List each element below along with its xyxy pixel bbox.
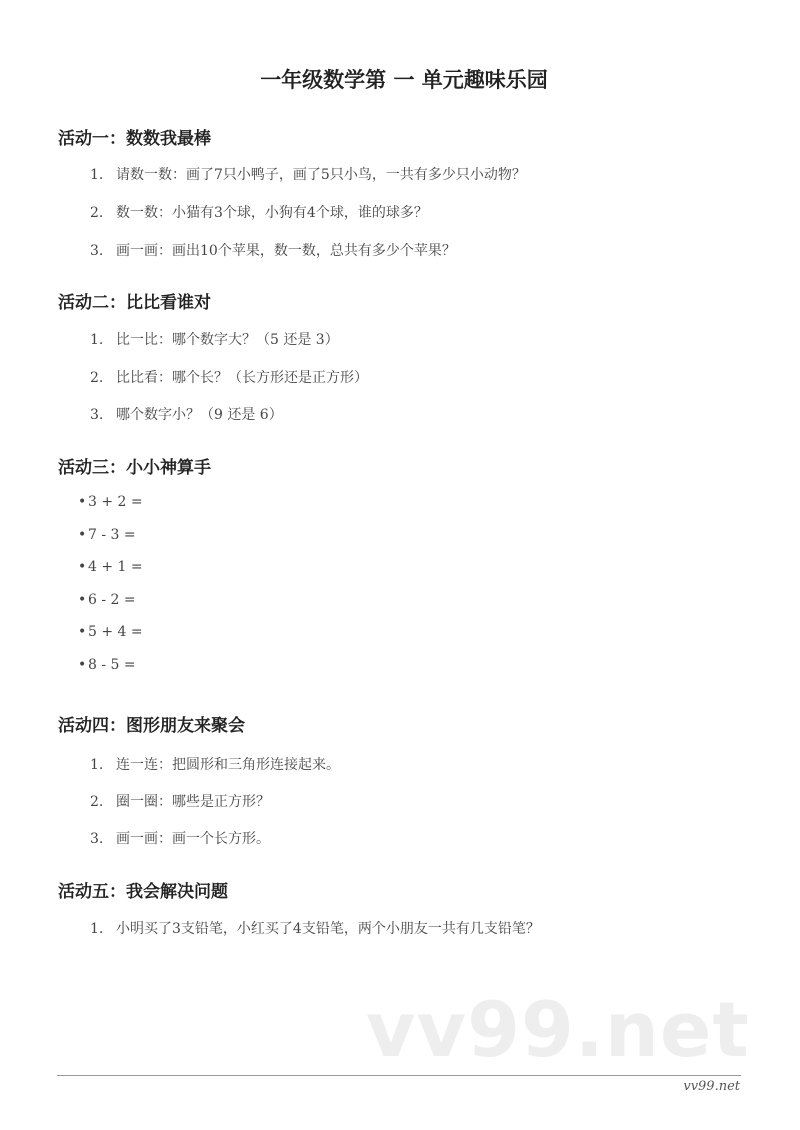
item-text: 7 - 3 = xyxy=(88,527,136,543)
bullet-item xyxy=(78,559,143,575)
list-item xyxy=(90,329,339,349)
item-number: 1. xyxy=(90,921,104,937)
list-item xyxy=(90,367,368,387)
item-text: 请数一数：画了7只小鸭子，画了5只小鸟，一共有多少只小动物？ xyxy=(116,167,526,183)
bullet-icon: • xyxy=(78,494,87,510)
item-text: 4 + 1 = xyxy=(88,559,143,575)
bullet-item xyxy=(78,624,143,640)
item-number: 3. xyxy=(90,407,104,423)
item-text: 3 + 2 = xyxy=(88,494,143,510)
list-item xyxy=(90,202,428,222)
item-number: 1. xyxy=(90,332,104,348)
section-heading: 活动三：小小神算手 xyxy=(58,458,211,478)
item-number: 1. xyxy=(90,167,104,183)
item-text: 圈一圈：哪些是正方形？ xyxy=(116,794,270,810)
page-title: 一年级数学第 一 单元趣味乐园 xyxy=(260,68,548,92)
item-number: 2. xyxy=(90,205,104,221)
watermark: vv99.net xyxy=(366,985,750,1074)
list-item xyxy=(90,791,270,811)
list-item xyxy=(90,164,526,184)
item-text: 数一数：小猫有3个球，小狗有4个球，谁的球多？ xyxy=(116,205,428,221)
section-heading: 活动五：我会解决问题 xyxy=(58,882,228,902)
bullet-item xyxy=(78,494,143,510)
item-text: 画一画：画出10个苹果，数一数，总共有多少个苹果？ xyxy=(116,243,456,259)
list-item xyxy=(90,828,270,848)
list-item xyxy=(90,918,540,938)
list-item xyxy=(90,754,340,774)
footer-divider xyxy=(57,1075,741,1076)
item-text: 画一画：画一个长方形。 xyxy=(116,831,270,847)
item-text: 比一比：哪个数字大？（5 还是 3） xyxy=(116,332,339,348)
section-heading: 活动一：数数我最棒 xyxy=(58,129,211,149)
bullet-item xyxy=(78,657,136,673)
bullet-icon: • xyxy=(78,657,87,673)
bullet-icon: • xyxy=(78,559,87,575)
item-number: 3. xyxy=(90,243,104,259)
bullet-icon: • xyxy=(78,527,87,543)
item-text: 小明买了3支铅笔，小红买了4支铅笔，两个小朋友一共有几支铅笔？ xyxy=(116,921,540,937)
item-text: 8 - 5 = xyxy=(88,657,136,673)
list-item xyxy=(90,240,456,260)
list-item xyxy=(90,404,283,424)
item-number: 1. xyxy=(90,757,104,773)
section-heading: 活动二：比比看谁对 xyxy=(58,293,211,313)
item-text: 连一连：把圆形和三角形连接起来。 xyxy=(116,757,340,773)
bullet-item xyxy=(78,592,136,608)
item-text: 哪个数字小？（9 还是 6） xyxy=(116,407,283,423)
bullet-icon: • xyxy=(78,624,87,640)
bullet-item xyxy=(78,527,136,543)
item-number: 2. xyxy=(90,794,104,810)
item-number: 2. xyxy=(90,370,104,386)
item-text: 比比看：哪个长？（长方形还是正方形） xyxy=(116,370,368,386)
section-heading: 活动四：图形朋友来聚会 xyxy=(58,716,245,736)
item-text: 6 - 2 = xyxy=(88,592,136,608)
bullet-icon: • xyxy=(78,592,87,608)
footer-site: vv99.net xyxy=(683,1079,740,1094)
item-text: 5 + 4 = xyxy=(88,624,143,640)
item-number: 3. xyxy=(90,831,104,847)
